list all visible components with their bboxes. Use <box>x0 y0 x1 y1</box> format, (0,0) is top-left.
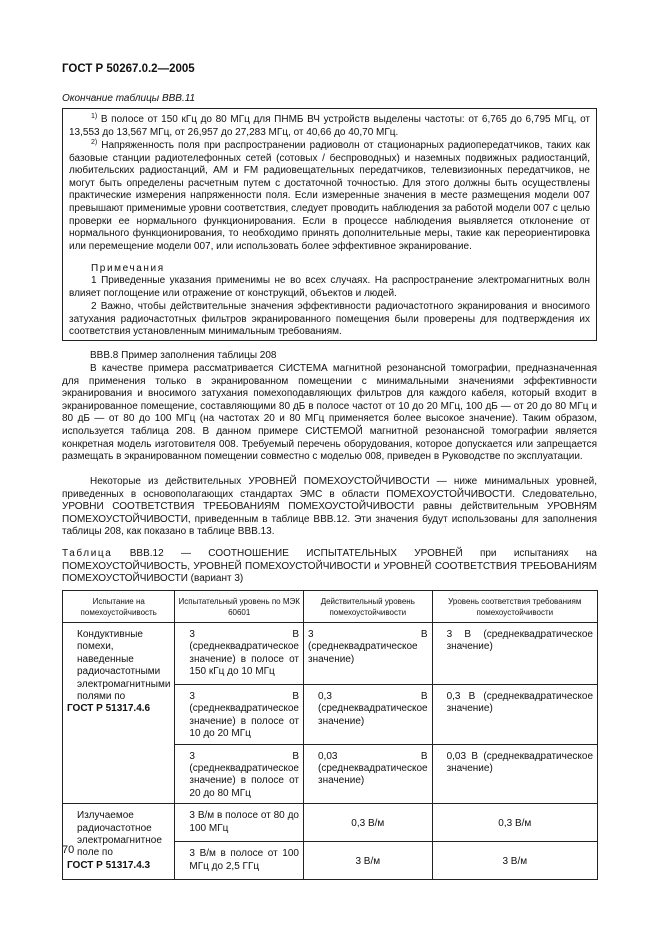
footnote-1: $^{1)}$ В полосе от 150 кГц до 80 МГц для ПНМБ ВЧ устройств выделены частоты: от 6,765 до 6,795 МГц, от 13,553 до 13,567 МГц, от 26,957 до 27,283 МГц, от 40,66 до 40,70 МГц. <box>69 113 590 138</box>
immunity-table <box>62 590 598 880</box>
table-cell: 0,3 В (среднеквадратическое значение) <box>432 685 597 745</box>
table-cell: 0,03 В (среднеквадратическое значение) <box>432 744 597 804</box>
table-row <box>63 623 598 685</box>
table-end-caption: Окончание таблицы ВВВ.11 <box>62 93 196 104</box>
header-actual-level: Действительный уровень помехоустойчивости <box>304 591 433 623</box>
test-name-radiated: Излучаемое радиочастотное электромагнитное поле по ГОСТ Р 51317.4.3 <box>63 804 175 880</box>
table-cell: 0,3 В/м <box>432 804 597 842</box>
header-test-level: Испытательный уровень по МЭК 60601 <box>175 591 304 623</box>
note-2: 2 Важно, чтобы действительные значения эффективности радиочастотного экранирования и вносимого затухания радиочастотных фильтров экранированного помещения были проверены для подтверждения их соответствия установленным минимальным требованиям. <box>69 301 590 338</box>
section-paragraph-2: Некоторые из действительных УРОВНЕЙ ПОМЕХОУСТОЙЧИВОСТИ — ниже минимальных уровней, приведенных в основополагающих стандартах ЭМС в области ПОМЕХОУСТОЙЧИВОСТИ. Следовательно, УРОВНИ СООТВЕТСТВИЯ ТРЕБОВАНИЯМ ПОМЕХОУСТОЙЧИВОСТИ равны действительным УРОВНЯМ ПОМЕХОУСТОЙЧИВОСТИ, приведенным в таблице ВВВ.12. Эти значения будут использованы для заполнения таблицы 208, как показано в таблице ВВВ.13. <box>62 476 597 538</box>
table-caption: Таблица ВВВ.12 — СООТНОШЕНИЕ ИСПЫТАТЕЛЬНЫХ УРОВНЕЙ при испытаниях на ПОМЕХОУСТОЙЧИВОСТЬ, УРОВНЕЙ ПОМЕХОУСТОЙЧИВОСТИ и УРОВНЕЙ СООТВЕТСТВИЯ ТРЕБОВАНИЯМ ПОМЕХОУСТОЙЧИВОСТИ (вариант 3) <box>62 548 597 585</box>
table-cell: 3 В/м <box>432 842 597 880</box>
note-1: 1 Приведенные указания применимы не во всех случаях. На распространение электромагнитных волн влияет поглощение или отражение от конструкций, объектов и людей. <box>69 275 590 299</box>
header-compliance-level: Уровень соответствия требованиям помехоустойчивости <box>432 591 597 623</box>
footnote-2: $^{2)}$ Напряженность поля при распространении радиоволн от стационарных радиопередатчиков, таких как базовые станции радиотелефонных сетей (сотовых / беспроводных) и наземных подвижных радиостанций, любительских радиостанций, АМ и FM радиовещательных передатчиков, телевизионных передатчиков, не могут быть определены расчетным путем с достаточной точностью. Для этого должны быть осуществлены практические измерения напряженности поля. Если измеренные значения в месте размещения модели 007 превышают применимые уровни соответствия, следует проводить наблюдения за работой модели 007 с целью проверки ее нормального функционирования. Если в процессе наблюдения выявляется отклонение от нормального функционирования, то необходимо принять дополнительные меры, такие как переориентировка или перемещение модели 007, или использовать более эффективное экранирование. <box>69 139 591 252</box>
header-test: Испытание на помехоустойчивость <box>63 591 175 623</box>
table-cell: 0,3 В (среднеквадратическое значение) <box>304 685 433 745</box>
table-cell: 3 В (среднеквадратическое значение) <box>432 623 597 685</box>
table-cell: 0,3 В/м <box>304 804 433 842</box>
table-cell: 3 В/м в полосе от 80 до 100 МГц <box>175 804 304 842</box>
table-cell: 3 В (среднеквадратическое значение) в полосе от 10 до 20 МГц <box>175 685 304 745</box>
page-number: 70 <box>62 844 75 856</box>
table-cell: 3 В (среднеквадратическое значение) <box>304 623 433 685</box>
document-header: ГОСТ Р 50267.0.2—2005 <box>62 63 195 75</box>
notes-title: Примечания <box>91 263 165 274</box>
table-row <box>63 804 598 842</box>
section-paragraph-1: В качестве примера рассматривается СИСТЕМА магнитной резонансной томографии, предназначенная для применения только в экранированном помещении с минимальными значениями эффективности экранирования и вносимого затухания помехоподавляющих фильтров для каждого кабеля, который входит в экранированное помещение, составляющими 80 дБ в полосе частот от 10 до 20 МГц, 100 дБ — от 20 до 80 МГц и 80 дБ — от 80 до 100 МГц (на частотах 20 и 80 МГц применяется более высокое значение). Таким образом, используется таблица 208. В данном примере СИСТЕМОЙ магнитной резонансной томографии является конкретная модель изготовителя 008. Требуемый перечень оборудования, которое допускается или запрещается размещать в экранированном помещении совместно с моделью 008, приведен в Руководстве по эксплуатации. <box>62 363 597 463</box>
footnotes-box <box>62 108 597 341</box>
table-cell: 3 В/м <box>304 842 433 880</box>
table-cell: 3 В/м в полосе от 100 МГц до 2,5 ГГц <box>175 842 304 880</box>
test-name-conducted: Кондуктивные помехи, наведенные радиочастотными электромагнитными полями по ГОСТ Р 51317.4.6 <box>63 623 175 804</box>
table-cell: 3 В (среднеквадратическое значение) в полосе от 150 кГц до 10 МГц <box>175 623 304 685</box>
table-cell: 0,03 В (среднеквадратическое значение) <box>304 744 433 804</box>
section-heading: ВВВ.8 Пример заполнения таблицы 208 <box>90 350 277 361</box>
table-header-row <box>63 591 598 623</box>
table-cell: 3 В (среднеквадратическое значение) в полосе от 20 до 80 МГц <box>175 744 304 804</box>
